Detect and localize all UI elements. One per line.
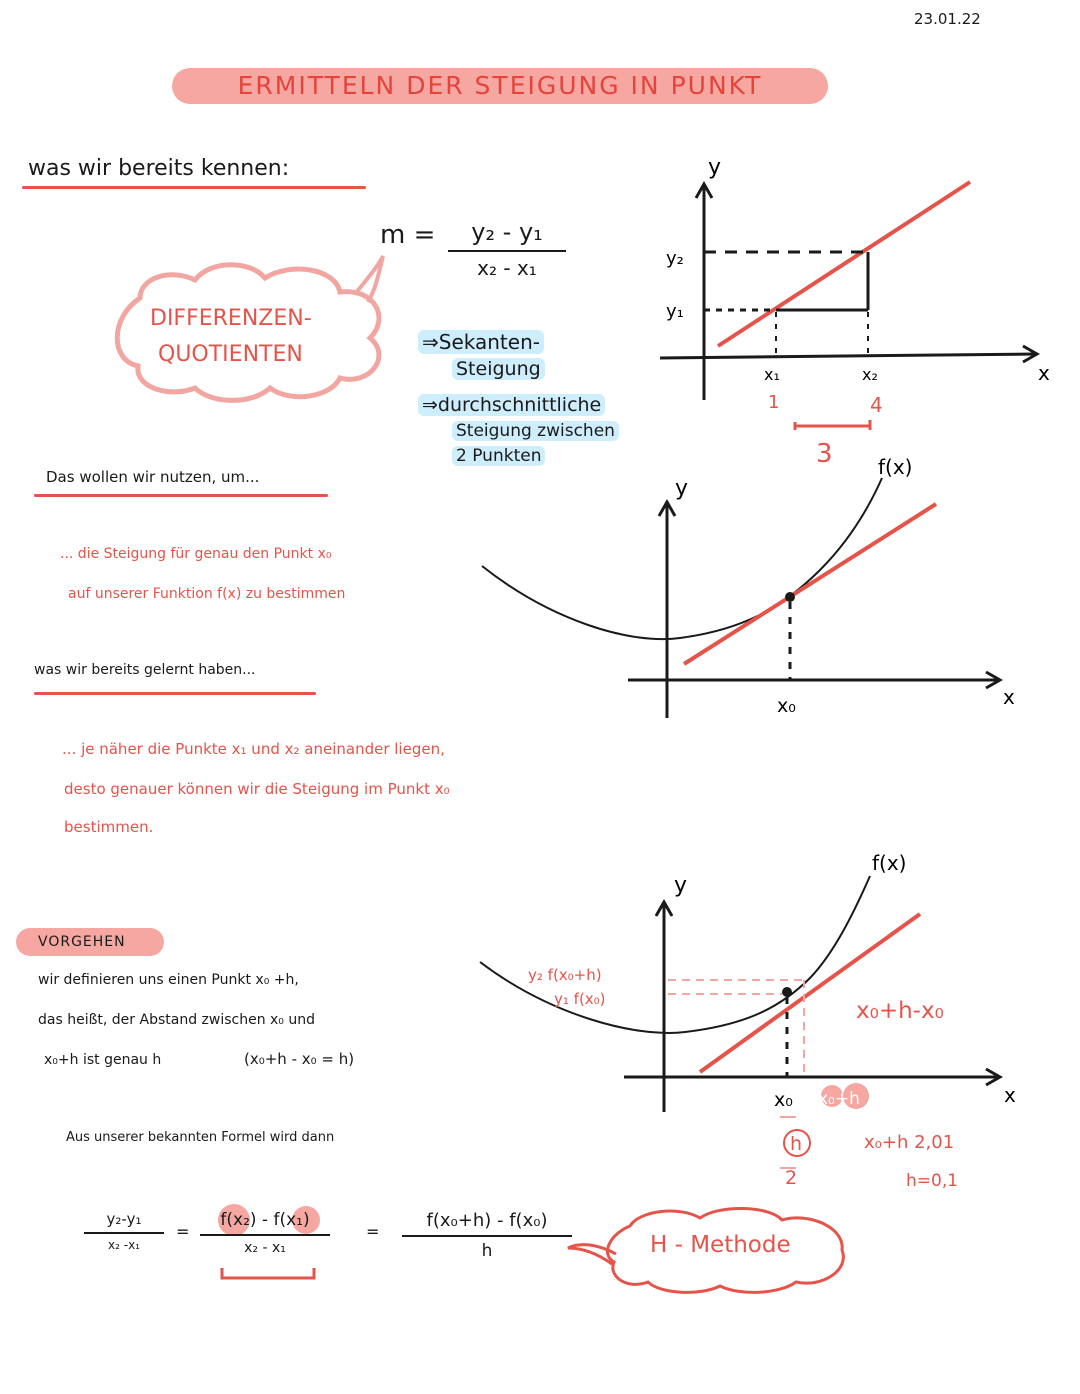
final-eq2: = [366,1222,380,1241]
learned-line2: desto genauer können wir die Steigung im Punkt x₀ [64,780,450,798]
cloud-line1: DIFFERENZEN- [150,306,312,331]
formula-fraction [448,218,566,280]
final-eq1: = [176,1222,190,1241]
avg-line2 [452,421,619,441]
final-fraction-1 [84,1210,164,1252]
h-method-label: H - Methode [650,1232,791,1258]
learned-line3: bestimmen. [64,818,154,836]
secant-line1 [418,330,544,354]
procedure-line3a: x₀+h ist genau h [44,1052,162,1068]
graph3-two: 2 [785,1167,798,1189]
final-fraction-3 [402,1210,572,1261]
secant-text1: ⇒Sekanten- [418,330,544,354]
graph2-y-label: y [675,476,689,501]
secant-text2: Steigung [452,358,545,380]
tangent-graph [470,450,1040,730]
graph3-h: h [790,1133,803,1155]
graph1-y2: y₂ [666,248,684,269]
graph3-x0: x₀ [774,1089,793,1111]
final-f1-den: x₂ -x₁ [108,1238,140,1252]
final-f3-bar [402,1235,572,1237]
graph3-y-label: y [674,873,688,898]
procedure-pill: VORGEHEN [16,928,164,956]
formula-numerator: y₂ - y₁ [471,218,543,246]
procedure-line2: das heißt, der Abstand zwischen x₀ und [38,1012,316,1028]
known-heading: was wir bereits kennen: [28,156,290,181]
cloud-line2: QUOTIENTEN [158,342,303,367]
use-line1: ... die Steigung für genau den Punkt x₀ [60,546,332,562]
final-f2-num: f(x₂) - f(x₁) [220,1210,310,1230]
procedure-line1: wir definieren uns einen Punkt x₀ +h, [38,972,299,988]
graph1-x2-value: 4 [870,393,883,417]
graph2-fx: f(x) [878,455,913,479]
graph2-x0: x₀ [777,695,796,717]
secant-line2 [452,358,545,380]
h-method-graph [470,840,1050,1200]
final-f3-num: f(x₀+h) - f(x₀) [426,1210,548,1231]
page-title: ERMITTELN DER STEIGUNG IN PUNKT [172,68,828,104]
graph3-y1-label: y₁ f(x₀) [554,990,606,1008]
procedure-line3b: (x₀+h - x₀ = h) [244,1050,355,1068]
learned-heading: was wir bereits gelernt haben... [34,662,256,678]
secant-graph [640,140,1060,480]
final-f2-bar [200,1234,330,1236]
graph1-y1: y₁ [666,301,684,322]
final-f3-den: h [481,1241,493,1261]
graph1-y-label: y [708,155,722,180]
final-f1-num: y₂-y₁ [106,1210,142,1228]
graph3-difference: x₀+h-x₀ [856,998,944,1024]
graph1-difference: 3 [816,439,833,469]
fraction-bar [448,250,566,252]
graph3-x0h: x₀+h [818,1089,860,1109]
formula-denominator: x₂ - x₁ [477,256,537,280]
known-underline [22,186,366,189]
graph1-x1-value: 1 [768,392,780,413]
final-f2-den: x₂ - x₁ [244,1240,286,1256]
final-f1-bar [84,1232,164,1234]
final-fraction-2 [200,1210,330,1256]
learned-line1: ... je näher die Punkte x₁ und x₂ aneinander liegen, [62,740,445,758]
graph1-x1: x₁ [764,365,780,384]
graph3-y2-label: y₂ f(x₀+h) [528,966,602,984]
graph1-x-label: x [1038,361,1050,385]
avg-text3: 2 Punkten [452,446,545,466]
graph1-x2: x₂ [862,365,878,384]
avg-line1 [418,394,605,416]
use-line2: auf unserer Funktion f(x) zu bestimmen [68,586,346,602]
learned-underline [34,692,316,695]
procedure-line4: Aus unserer bekannten Formel wird dann [66,1130,335,1145]
graph3-note1: x₀+h 2,01 [864,1132,955,1153]
date: 23.01.22 [914,10,981,28]
graph3-note2: h=0,1 [906,1171,959,1191]
avg-text1: ⇒durchschnittliche [418,394,605,416]
graph2-x-label: x [1003,685,1015,709]
use-heading: Das wollen wir nutzen, um... [46,468,260,486]
use-underline [34,494,328,497]
avg-text2: Steigung zwischen [452,421,619,441]
graph3-x-label: x [1004,1083,1016,1107]
graph3-fx: f(x) [872,851,907,875]
formula-m: m = [380,220,436,250]
